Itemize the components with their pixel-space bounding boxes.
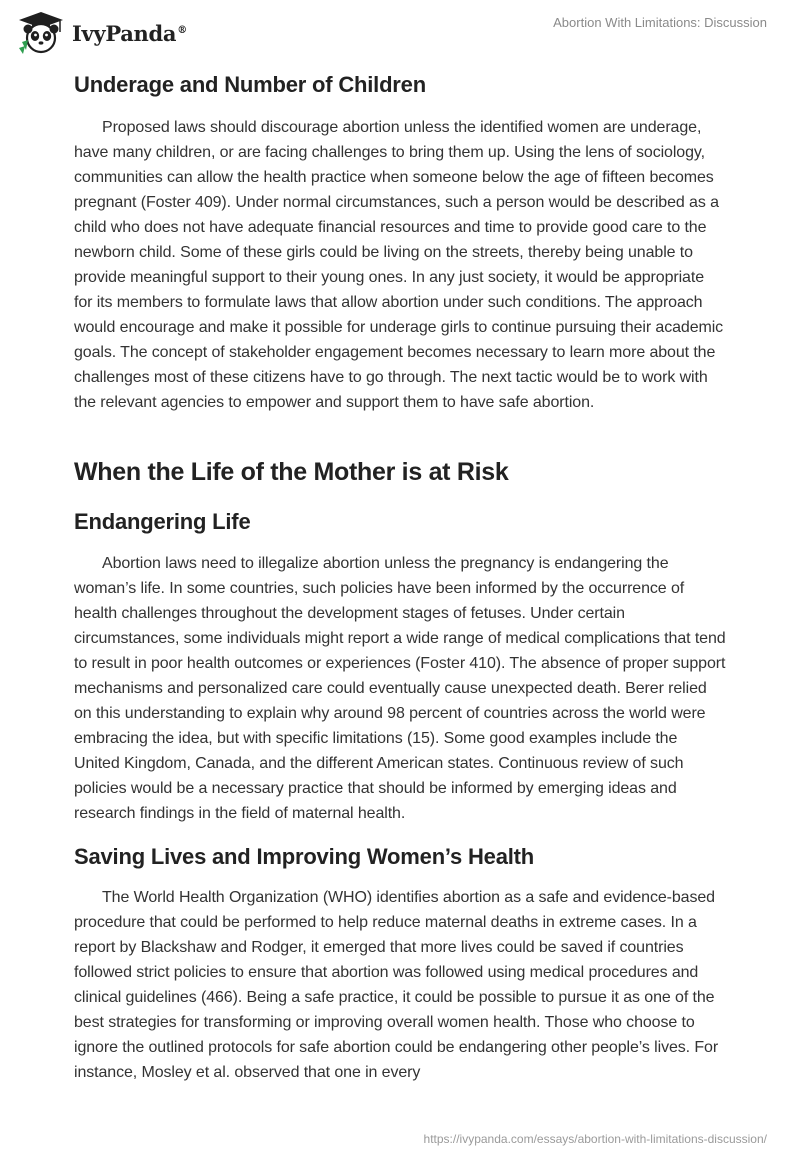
brand-name: [72, 21, 187, 46]
paragraph-saving-lives: The World Health Organization (WHO) identifies abortion as a safe and evidence-based procedure that could be performed to help reduce maternal deaths in extreme cases. In a report by Blackshaw and Rodger, it emerged that more lives could be saved if countries followed strict policies to ensure that abortion was followed using medical procedures and clinical guidelines (466). Being a safe practice, it could be possible to pursue it as one of the best strategies for transforming or improving overall women health. Those who choose to ignore the outlined protocols for safe abortion could be endangering other people’s lives. For instance, Mosley et al. observed that one in every: [74, 889, 719, 1081]
heading-mother-risk: When the Life of the Mother is at Risk: [74, 458, 509, 486]
heading-saving-lives: Saving Lives and Improving Women’s Health: [74, 844, 535, 869]
paragraph-underage: Proposed laws should discourage abortion unless the identified women are underage, have many children, or are facing challenges to bring them up. Using the lens of sociology, communities can allow the health practice when someone below the age of fifteen becomes pregnant (Foster 409). Under normal circumstances, such a person would be described as a child who does not have adequate financial resources and time to provide good care to the newborn child. Some of these girls could be living on the streets, thereby being unable to provide meaningful support to their young ones. In any just society, it would be appropriate for its members to formulate laws that allow abortion under such conditions. The approach would encourage and make it possible for underage girls to continue pursuing their academic goals. The concept of stakeholder engagement becomes necessary to learn more about the challenges most of these citizens have to go through. The next tactic would be to work with the relevant agencies to empower and support them to have safe abortion.: [74, 119, 724, 411]
paragraph-endangering-life: Abortion laws need to illegalize abortion unless the pregnancy is endangering the woman’s life. In some countries, such policies have been informed by the occurrence of health challenges throughout the development stages of fetuses. Under certain circumstances, some individuals might report a wide range of medical complications that tend to result in poor health outcomes or experiences (Foster 410). The absence of proper support mechanisms and personalized care could eventually cause unexpected death. Berer relied on this understanding to explain why around 98 percent of countries across the world were embracing the idea, but with specific limitations (15). Some good examples include the United Kingdom, Canada, and the different American states. Continuous review of such policies would be a necessary practice that should be informed by emerging ideas and research findings in the field of maternal health.: [74, 555, 726, 822]
heading-endangering-life: Endangering Life: [74, 509, 251, 534]
brand-logo[interactable]: [16, 10, 187, 56]
source-url[interactable]: https://ivypanda.com/essays/abortion-with-limitations-discussion/: [423, 1132, 767, 1146]
registered-mark: ®: [177, 24, 187, 36]
brand-text: IvyPanda: [72, 20, 177, 46]
page-header: [0, 0, 800, 64]
panda-graduate-icon: [16, 10, 66, 56]
heading-underage: Underage and Number of Children: [74, 72, 426, 97]
document-title: Abortion With Limitations: Discussion: [553, 15, 767, 30]
